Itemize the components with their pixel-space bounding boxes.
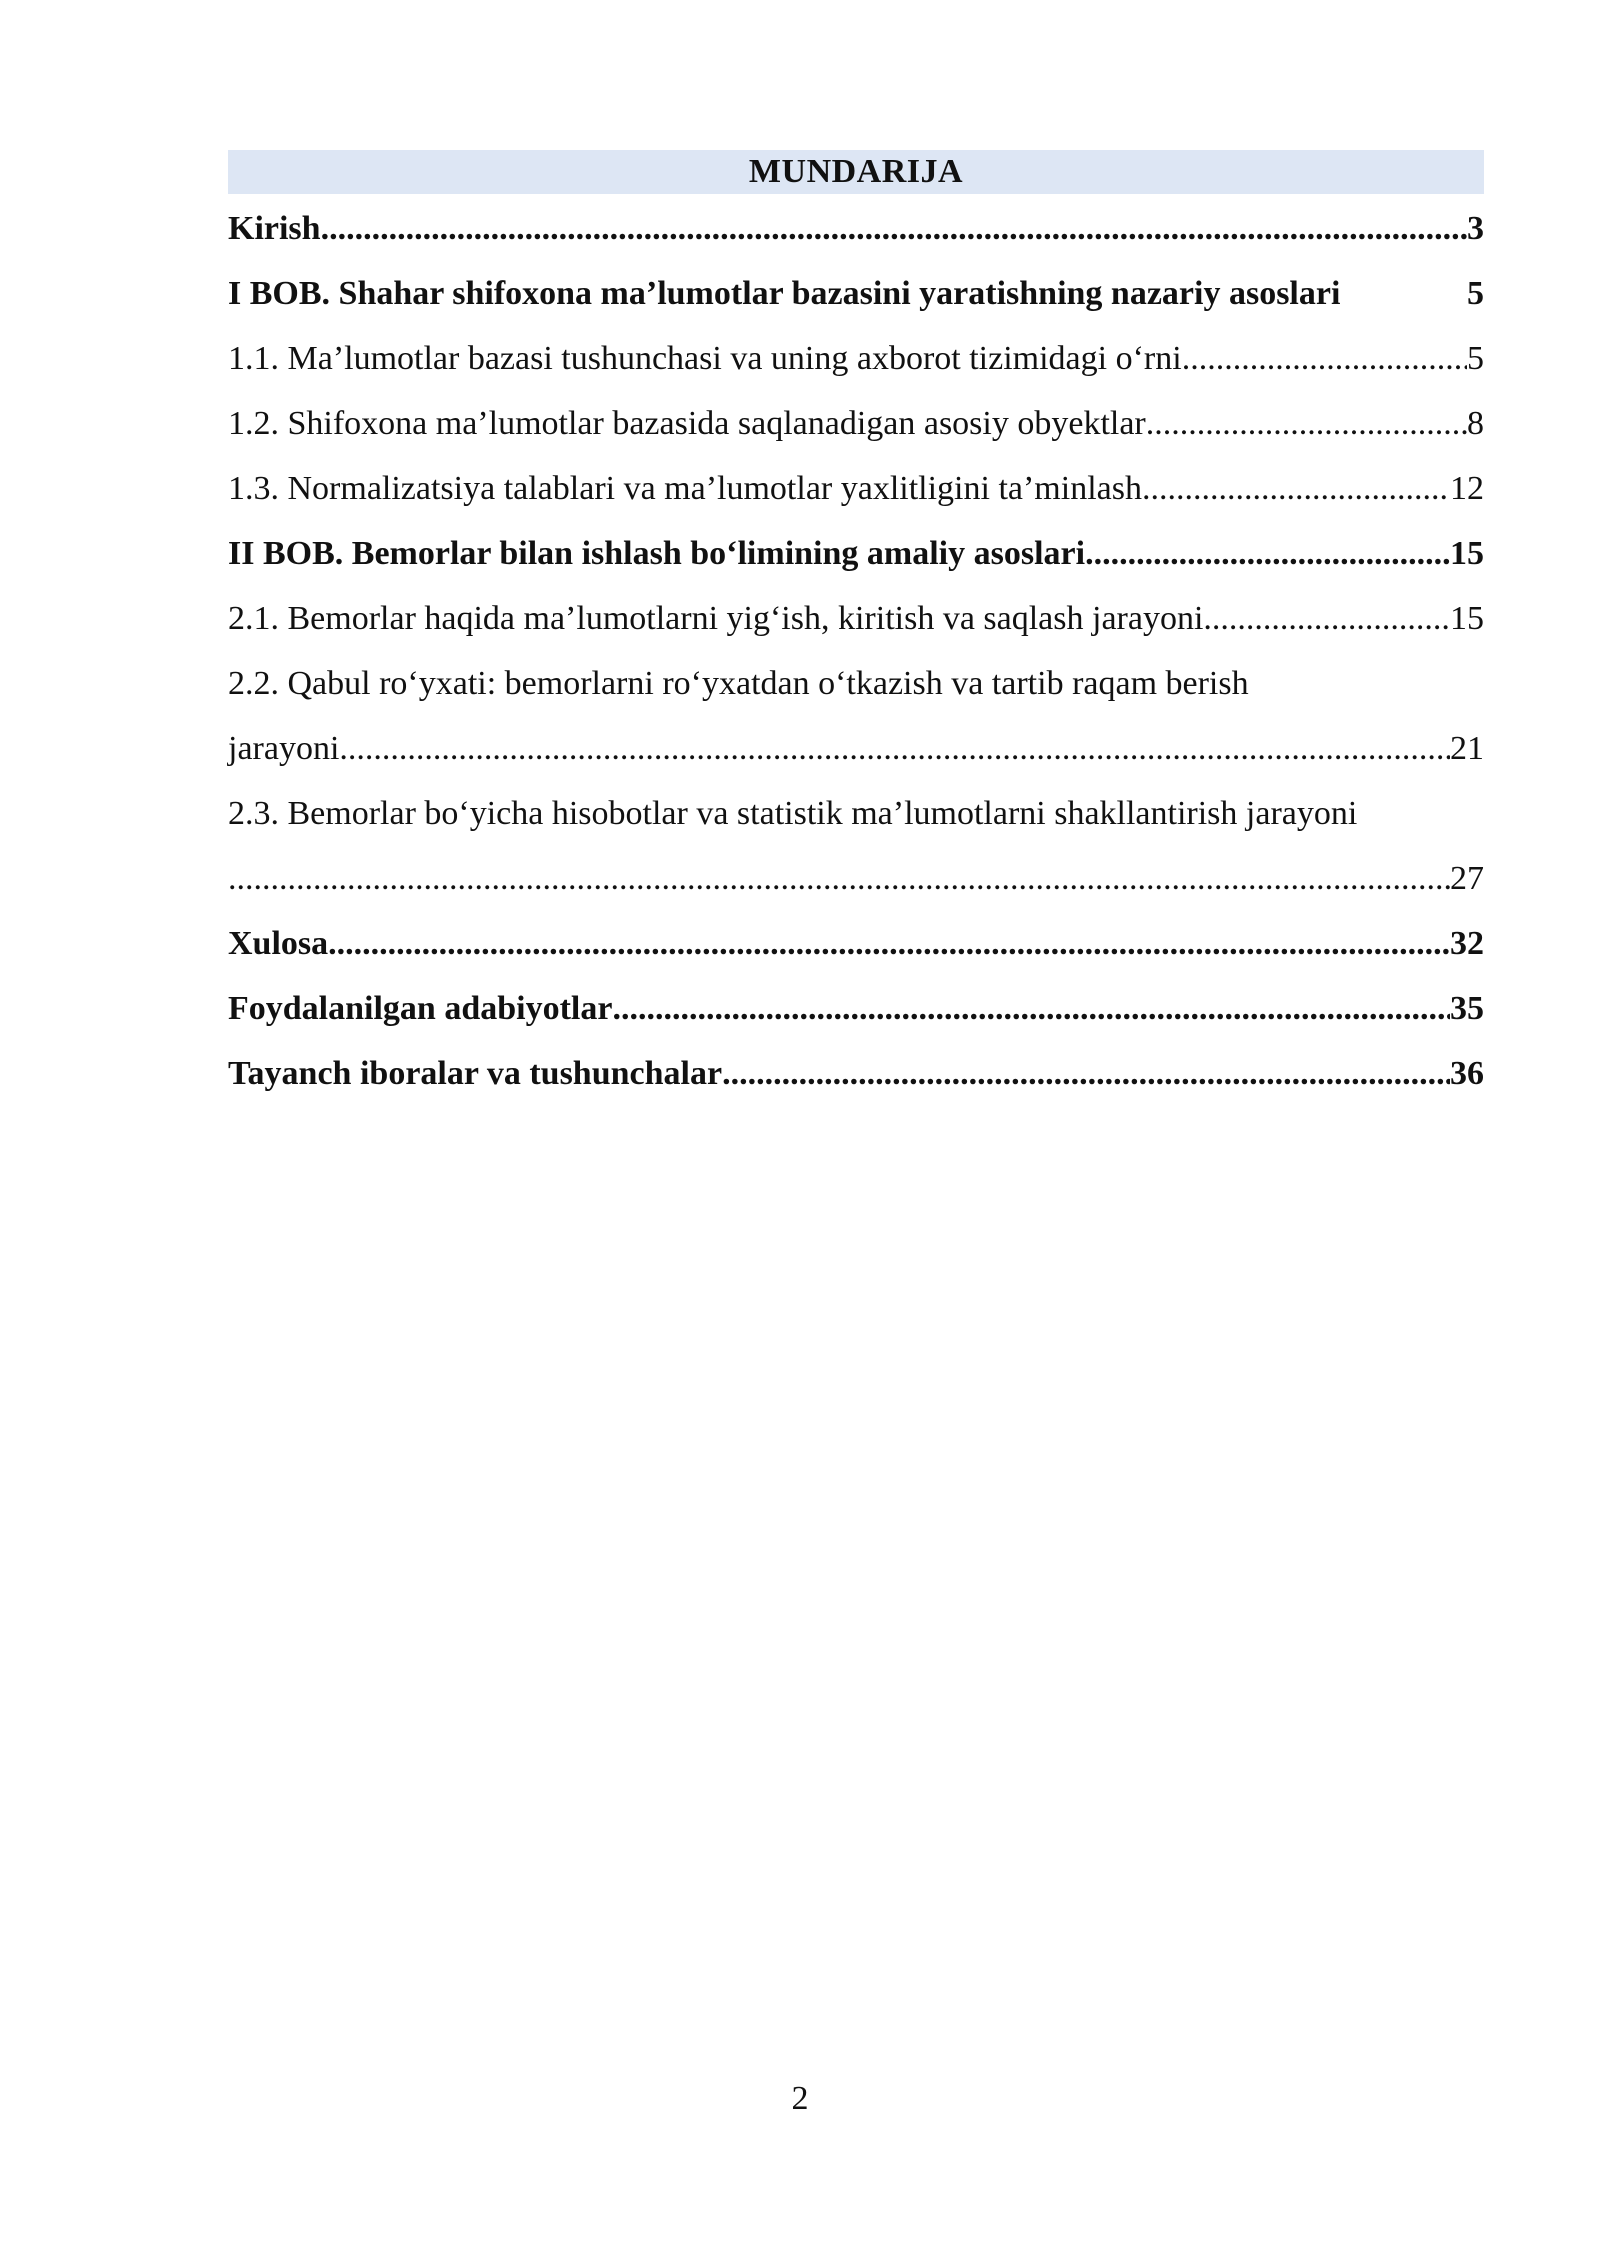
toc-entry-label: Kirish: [228, 210, 321, 247]
toc-entry-label: II BOB. Bemorlar bilan ishlash bo‘limining amaliy asoslari: [228, 535, 1086, 572]
toc-entry-label: I BOB. Shahar shifoxona ma’lumotlar bazasini yaratishning nazariy asoslari: [228, 275, 1341, 312]
toc-entry-label: Tayanch iboralar va tushunchalar: [228, 1055, 723, 1092]
toc-entry-label-line1: 2.3. Bemorlar bo‘yicha hisobotlar va statistik ma’lumotlarni shakllantirish jarayoni: [228, 795, 1358, 832]
dot-leader: [328, 911, 1450, 976]
toc-entry-section-1-3[interactable]: [228, 456, 1484, 521]
toc-entry-label: Foydalanilgan adabiyotlar: [228, 990, 613, 1027]
toc-entry-page: 15: [1450, 600, 1484, 637]
dot-leader: [339, 716, 1450, 781]
dot-leader: [1085, 521, 1450, 586]
toc-entry-page: 27: [1450, 860, 1484, 897]
page-number: 2: [791, 2080, 809, 2117]
dot-leader: [1182, 326, 1467, 391]
dot-leader: [1203, 586, 1450, 651]
toc-entry-label: 1.3. Normalizatsiya talablari va ma’lumotlar yaxlitligini ta’minlash: [228, 470, 1142, 507]
toc-entry-kirish[interactable]: [228, 196, 1484, 261]
toc-entry-page: 8: [1467, 405, 1484, 442]
toc-entry-page: 3: [1467, 210, 1484, 247]
toc-entry-references[interactable]: [228, 976, 1484, 1041]
toc-entry-chapter-1[interactable]: [228, 261, 1484, 326]
toc-entry-page: 5: [1467, 275, 1484, 312]
toc-entry-section-1-2[interactable]: [228, 391, 1484, 456]
toc-entry-page: 15: [1450, 535, 1484, 572]
dot-leader: [722, 1041, 1450, 1106]
dot-leader: [1146, 391, 1467, 456]
toc-entry-page: 36: [1450, 1055, 1484, 1092]
dot-leader: [1142, 456, 1450, 521]
toc-entry-label: Xulosa: [228, 925, 329, 962]
dot-leader: [321, 196, 1467, 261]
toc-entry-section-2-3[interactable]: [228, 781, 1484, 911]
toc-entry-section-2-1[interactable]: [228, 586, 1484, 651]
toc-entry-xulosa[interactable]: [228, 911, 1484, 976]
dot-leader: [228, 846, 1450, 911]
toc-entry-page: 35: [1450, 990, 1484, 1027]
toc-entry-page: 21: [1450, 730, 1484, 767]
toc-entry-page: 5: [1467, 340, 1484, 377]
toc-entry-glossary[interactable]: [228, 1041, 1484, 1106]
toc-entry-label: 2.1. Bemorlar haqida ma’lumotlarni yig‘ish, kiritish va saqlash jarayoni: [228, 600, 1204, 637]
toc-entry-label-line1: 2.2. Qabul ro‘yxati: bemorlarni ro‘yxatdan o‘tkazish va tartib raqam berish: [228, 665, 1249, 702]
dot-leader: [612, 976, 1450, 1041]
toc-entry-section-1-1[interactable]: [228, 326, 1484, 391]
toc-entry-chapter-2[interactable]: [228, 521, 1484, 586]
toc-entry-label: 1.1. Ma’lumotlar bazasi tushunchasi va uning axborot tizimidagi o‘rni: [228, 340, 1182, 377]
toc-entry-page: 32: [1450, 925, 1484, 962]
table-of-contents: [228, 150, 1484, 1106]
toc-title: MUNDARIJA: [228, 150, 1484, 194]
toc-entry-label: 1.2. Shifoxona ma’lumotlar bazasida saqlanadigan asosiy obyektlar: [228, 405, 1146, 442]
toc-entry-label-line2: jarayoni: [228, 730, 340, 767]
toc-entry-section-2-2[interactable]: [228, 651, 1484, 781]
toc-entry-page: 12: [1450, 470, 1484, 507]
